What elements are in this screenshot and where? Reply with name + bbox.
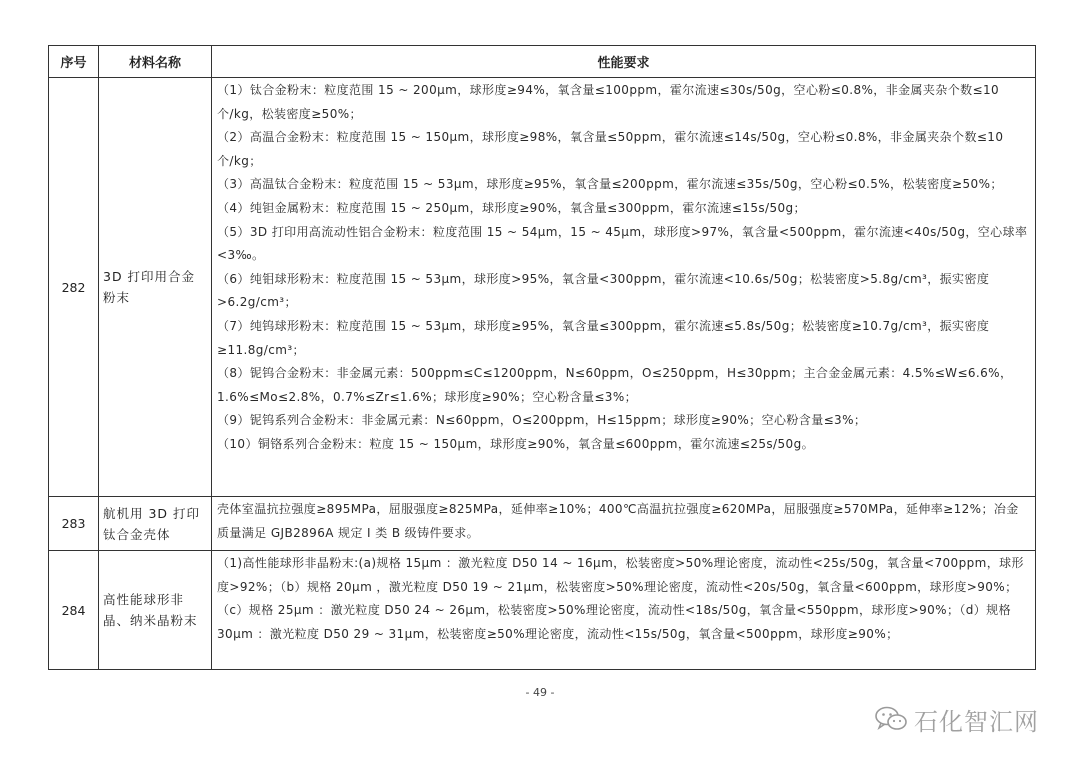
requirement-line: （7）纯钨球形粉末：粒度范围 15 ~ 53μm，球形度≥95%，氧含量≤300ppm，霍尔流速≤5.8s/50g；松装密度≥10.7g/cm³，振实密度≥11.8g/cm³； [217, 318, 990, 357]
row-seq: 284 [49, 551, 99, 670]
row-material-name: 高性能球形非晶、纳米晶粉末 [99, 551, 212, 670]
requirement-line: （1）钛合金粉末：粒度范围 15 ~ 200μm，球形度≥94%，氧含量≤100ppm，霍尔流速≤30s/50g，空心粉≤0.8%，非金属夹杂个数≤10 个/kg，松装密度≥50%； [217, 83, 1000, 121]
requirement-line: （8）铌钨合金粉末：非金属元素：500ppm≤C≤1200ppm，N≤60ppm，O≤250ppm，H≤30ppm；主合金金属元素：4.5%≤W≤6.6%，1.6%≤Mo≤2.8%，0.7%≤Zr≤1.6%；球形度≥90%；空心粉含量≤3%； [217, 366, 1013, 404]
table-row [49, 551, 1036, 670]
table-row [49, 497, 1036, 551]
requirement-line: 壳体室温抗拉强度≥895MPa，屈服强度≥825MPa，延伸率≥10%；400℃高温抗拉强度≥620MPa，屈服强度≥570MPa，延伸率≥12%；冶金质量满足 GJB2896A 规定 I 类 B 级铸件要求。 [217, 502, 1019, 540]
requirement-line: （2）高温合金粉末：粒度范围 15 ~ 150μm，球形度≥98%，氧含量≤50ppm，霍尔流速≤14s/50g，空心粉≤0.8%，非金属夹杂个数≤10 个/kg； [217, 130, 1004, 168]
requirement-line: （9）铌钨系列合金粉末：非金属元素：N≤60ppm，O≤200ppm，H≤15ppm；球形度≥90%；空心粉含量≤3%； [217, 413, 867, 428]
table-row [49, 78, 1036, 497]
requirement-line: （6）纯钼球形粉末：粒度范围 15 ~ 53μm，球形度>95%，氧含量<300ppm，霍尔流速<10.6s/50g；松装密度>5.8g/cm³，振实密度>6.2g/cm³； [217, 271, 990, 310]
row-material-name: 3D 打印用合金粉末 [99, 78, 212, 497]
header-material-name: 材料名称 [99, 46, 212, 78]
header-performance: 性能要求 [212, 46, 1036, 78]
row-seq: 282 [49, 78, 99, 497]
material-spec-table [48, 45, 1036, 670]
requirement-line: （4）纯钽金属粉末：粒度范围 15 ~ 250μm，球形度≥90%，氧含量≤300ppm，霍尔流速≤15s/50g； [217, 200, 806, 215]
row-seq: 283 [49, 497, 99, 551]
requirement-line: （1)高性能球形非晶粉末:(a)规格 15μm ：激光粒度 D50 14 ~ 16μm，松装密度>50%理论密度，流动性<25s/50g，氧含量<700ppm，球形度>92%；（b）规格 20μm ，激光粒度 D50 19 ~ 21μm，松装密度>50%理论密度，流动性<20s/50g，氧含量<600ppm，球形度>90%；（c）规格 25μm ：激光粒度 D50 24 ~ 26μm，松装密度>50%理论密度，流动性<18s/50g，氧含量<550ppm，球形度>90%；（d）规格 30μm ：激光粒度 D50 29 ~ 31μm，松装密度≥50%理论密度，流动性<15s/50g，氧含量<500ppm，球形度≥90%； [217, 556, 1024, 641]
header-seq: 序号 [49, 46, 99, 78]
watermark-text: 石化智汇网 [914, 707, 1039, 736]
wechat-icon [874, 705, 908, 733]
watermark [874, 702, 1039, 736]
requirement-line: （10）铜铬系列合金粉末：粒度 15 ~ 150μm，球形度≥90%，氧含量≤600ppm，霍尔流速≤25s/50g。 [217, 436, 814, 451]
table-header-row [49, 46, 1036, 78]
page-number: - 49 - [525, 686, 555, 699]
row-performance [212, 551, 1036, 670]
requirement-line: （5）3D 打印用高流动性铝合金粉末：粒度范围 15 ~ 54μm，15 ~ 45μm，球形度>97%，氧含量<500ppm，霍尔流速<40s/50g，空心球率<3‰。 [217, 224, 1028, 263]
row-performance [212, 497, 1036, 551]
requirement-line: （3）高温钛合金粉末：粒度范围 15 ~ 53μm，球形度≥95%，氧含量≤200ppm，霍尔流速≤35s/50g，空心粉≤0.5%，松装密度≥50%； [217, 177, 1003, 192]
row-performance [212, 78, 1036, 497]
row-material-name: 航机用 3D 打印钛合金壳体 [99, 497, 212, 551]
